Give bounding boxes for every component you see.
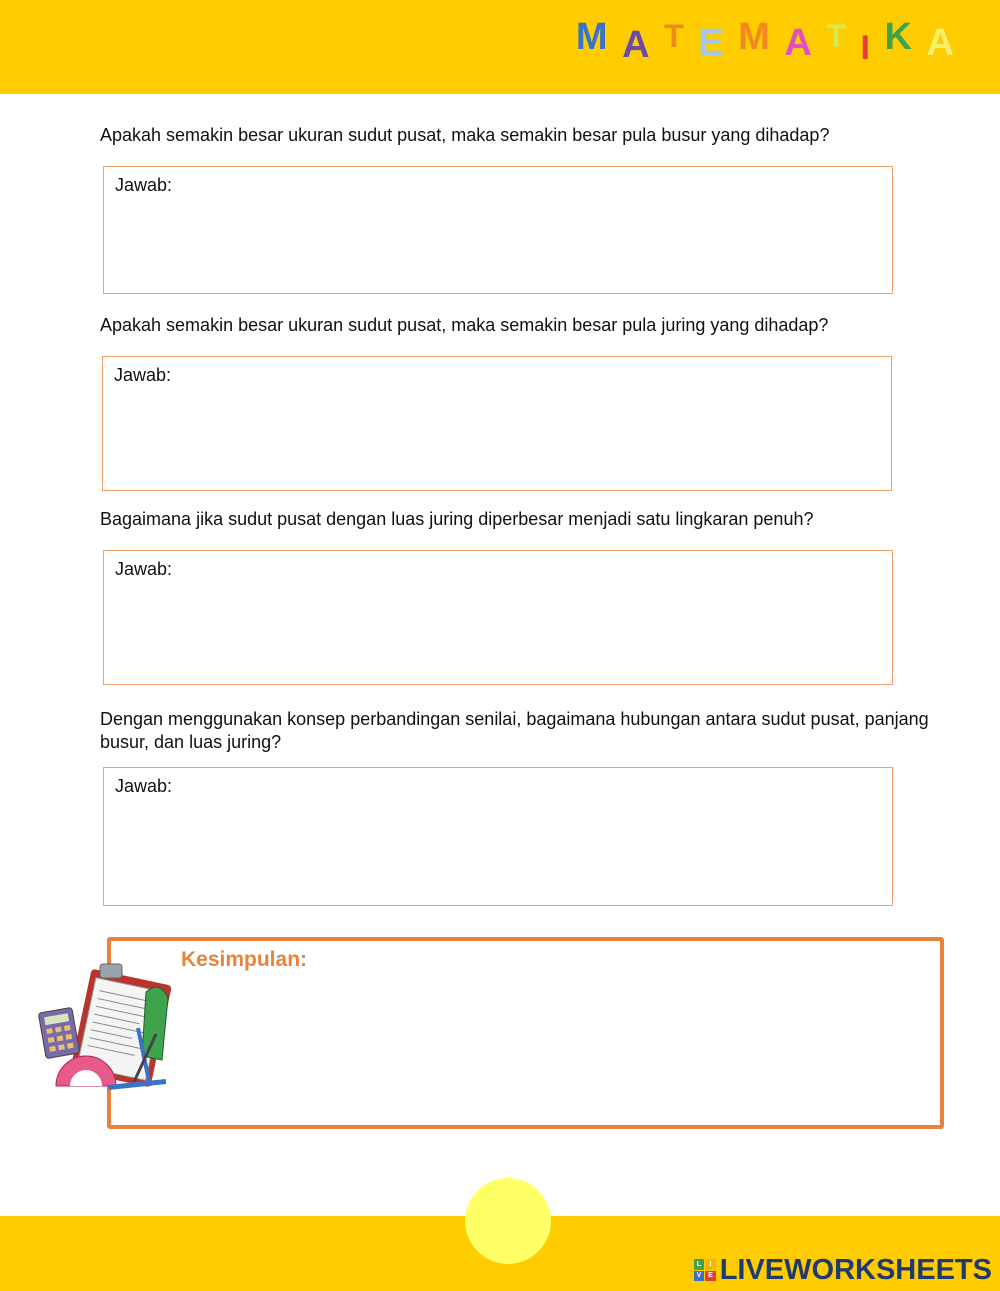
liveworksheets-logo-text: LIVEWORKSHEETS xyxy=(719,1253,992,1286)
question-2: Apakah semakin besar ukuran sudut pusat, maka semakin besar pula juring yang dihadap? xyxy=(100,315,829,335)
logo-cell: E xyxy=(705,1271,716,1282)
brand-letter: K xyxy=(884,16,914,58)
brand-letter: A xyxy=(926,22,956,64)
brand-letter: E xyxy=(698,22,726,64)
question-1: Apakah semakin besar ukuran sudut pusat, maka semakin besar pula busur yang dihadap? xyxy=(100,125,830,145)
answer-box-1[interactable] xyxy=(103,166,893,294)
math-tools-clipart xyxy=(38,958,188,1098)
logo-cell: V xyxy=(694,1271,705,1282)
brand-letter: T xyxy=(664,18,686,54)
question-3: Bagaimana jika sudut pusat dengan luas juring diperbesar menjadi satu lingkaran penuh? xyxy=(100,509,814,529)
liveworksheets-logo[interactable] xyxy=(694,1254,992,1286)
answer-box-3[interactable] xyxy=(103,550,893,685)
brand-letter: A xyxy=(784,22,814,64)
answer-box-4[interactable] xyxy=(103,767,893,906)
brand-letter: M xyxy=(738,16,772,58)
answer-box-2[interactable] xyxy=(102,356,892,491)
conclusion-title: Kesimpulan: xyxy=(181,948,308,971)
brand-letter: T xyxy=(826,18,848,54)
answer-label: Jawab: xyxy=(114,365,172,385)
answer-label: Jawab: xyxy=(115,175,173,195)
page-circle xyxy=(465,1178,551,1264)
answer-label: Jawab: xyxy=(115,559,173,579)
question-4: Dengan menggunakan konsep perbandingan senilai, bagaimana hubungan antara sudut pusat, panjang busur, dan luas juring? xyxy=(100,709,929,752)
logo-cell: L xyxy=(694,1259,705,1270)
brand-letter: A xyxy=(622,24,652,66)
logo-cell: I xyxy=(705,1259,716,1270)
brand-letter: I xyxy=(860,29,872,67)
matematika-title xyxy=(575,14,956,67)
brand-letter: M xyxy=(575,16,610,58)
answer-label: Jawab: xyxy=(115,776,173,796)
liveworksheets-logo-icon xyxy=(694,1259,716,1281)
